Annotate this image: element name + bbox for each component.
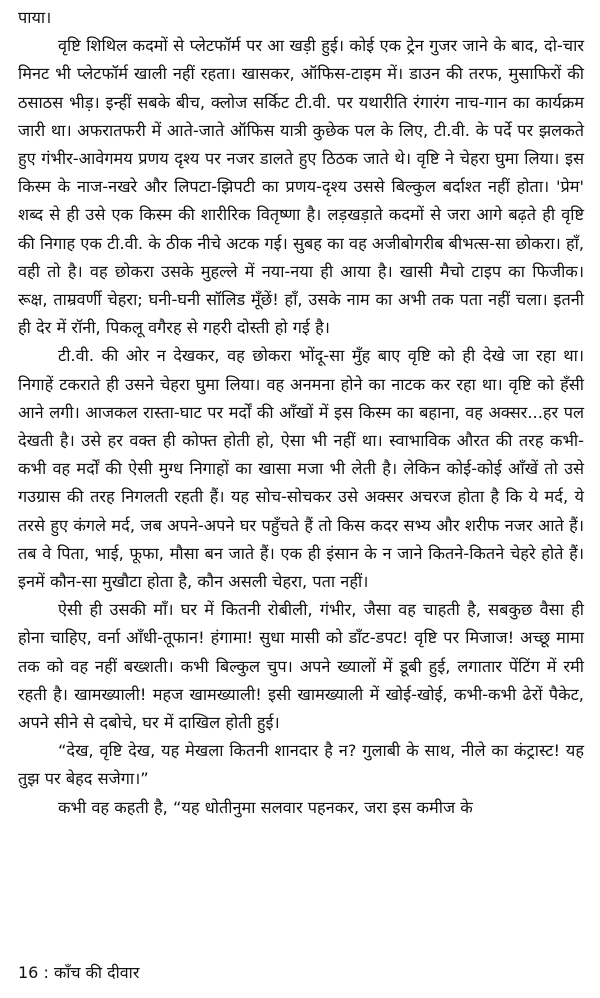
page-body <box>18 4 584 822</box>
paragraph-platform: वृष्टि शिथिल कदमों से प्लेटफॉर्म पर आ खड़ी हुई। कोई एक ट्रेन गुजर जाने के बाद, दो-चार मिनट भी प्लेटफॉर्म खाली नहीं रहता। खासकर, ऑफिस-टाइम में। डाउन की तरफ, मुसाफिरों की ठसाठस भीड़। इन्हीं सबके बीच, क्लोज सर्किट टी.वी. पर यथारीति रंगारंग नाच-गान का कार्यक्रम जारी था। अफरातफरी में आते-जाते ऑफिस यात्री कुछेक पल के लिए, टी.वी. के पर्दे पर झलकते हुए गंभीर-आवेगमय प्रणय दृश्य पर नजर डालते हुए ठिठक जाते थे। वृष्टि ने चेहरा घुमा लिया। इस किस्म के नाज-नखरे और लिपटा-झिपटी का प्रणय-दृश्य उससे बिल्कुल बर्दाश्त नहीं होता। 'प्रेम' शब्द से ही उसे एक किस्म की शारीरिक वितृष्णा है। लड़खड़ाते कदमों से जरा आगे बढ़ते ही वृष्टि की निगाह एक टी.वी. के ठीक नीचे अटक गई। सुबह का वह अजीबोगरीब बीभत्स-सा छोकरा। हाँ, वही तो है। वह छोकरा उसके मुहल्ले में नया-नया ही आया है। खासी मैचो टाइप का फिजीक। रूक्ष, ताम्रवर्णी चेहरा; घनी-घनी सॉलिड मूँछें! हाँ, उसके नाम का अभी तक पता नहीं चला। इतनी ही देर में रॉनी, पिकलू वगैरह से गहरी दोस्ती हो गई है। <box>18 36 584 338</box>
paragraph-quote-mekhla: “देख, वृष्टि देख, यह मेखला कितनी शानदार है न? गुलाबी के साथ, नीले का कंट्रास्ट! यह तुझ पर बेहद सजेगा।” <box>18 741 584 789</box>
book-title: काँच की दीवार <box>53 963 140 982</box>
paragraph-mother: ऐसी ही उसकी माँ। घर में कितनी रोबीली, गंभीर, जैसा वह चाहती है, सबकुछ वैसा ही होना चाहिए, वर्ना आँधी-तूफान! हंगामा! सुधा मासी को डाँट-डपट! वृष्टि पर मिजाज! अच्छू मामा तक को वह नहीं बख्शती। कभी बिल्कुल चुप। अपने ख्यालों में डूबी हुई, लगातार पेंटिंग में रमी रहती है। खामख्याली! महज खामख्याली! इसी खामख्याली में खोई-खोई, कभी-कभी ढेरों पैकेट, अपने सीने से दबोचे, घर में दाखिल होती हुई। <box>18 600 584 733</box>
page-footer <box>18 960 139 986</box>
paragraph-continuation: पाया। <box>18 8 52 27</box>
paragraph-boy-staring: टी.वी. की ओर न देखकर, वह छोकरा भोंदू-सा मुँह बाए वृष्टि को ही देखे जा रहा था। निगाहें टकराते ही उसने चेहरा घुमा लिया। वह अनमना होने का नाटक कर रहा था। वृष्टि को हँसी आने लगी। आजकल रास्ता-घाट पर मर्दों की आँखों में इस किस्म का बहाना, वह अक्सर...हर पल देखती है। उसे हर वक्त ही कोफ्त होती हो, ऐसा भी नहीं था। स्वाभाविक औरत की तरह कभी-कभी वह मर्दों की ऐसी मुग्ध निगाहों का खासा मजा भी लेती है। लेकिन कोई-कोई आँखें तो उसे गउग्रास की तरह निगलती रहती हैं। यह सोच-सोचकर उसे अक्सर अचरज होता है कि ये मर्द, ये तरसे हुए कंगले मर्द, जब अपने-अपने घर पहुँचते हैं तो किस कदर सभ्य और शरीफ नजर आते हैं। तब वे पिता, भाई, फूफा, मौसा बन जाते हैं। एक ही इंसान के न जाने कितने-कितने चेहरे होते हैं। इनमें कौन-सा मुखौटा होता है, कौन असली चेहरा, पता नहीं। <box>18 346 584 592</box>
page-number: 16 <box>18 963 39 982</box>
paragraph-salwar: कभी वह कहती है, “यह धोतीनुमा सलवार पहनकर, जरा इस कमीज के <box>58 797 473 817</box>
footer-separator: : <box>43 963 49 982</box>
